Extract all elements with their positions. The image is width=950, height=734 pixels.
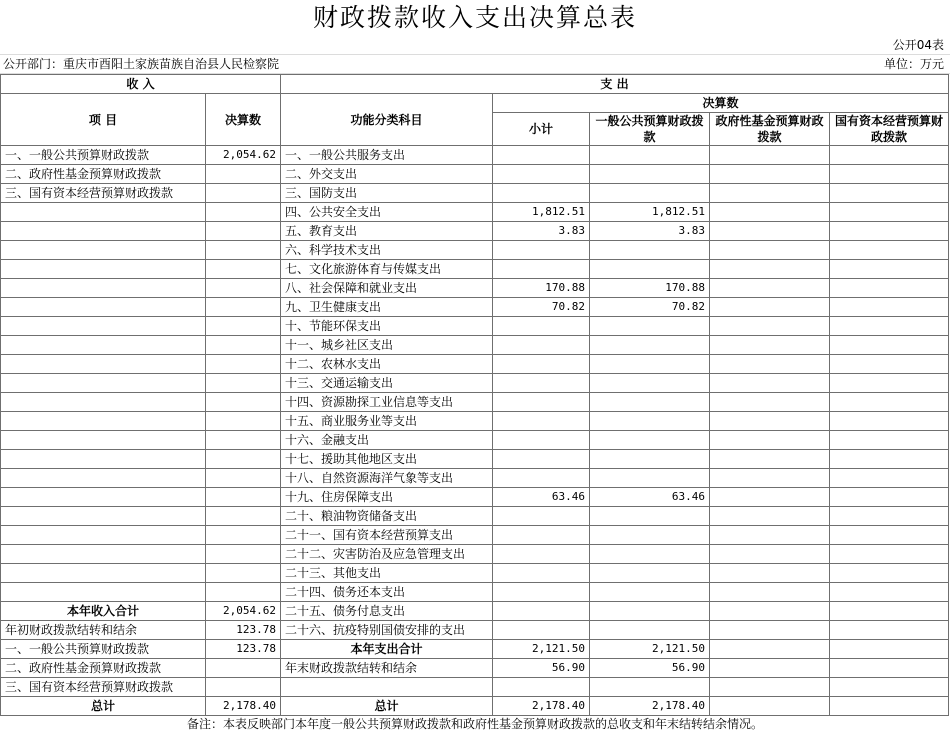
general-budget-cell — [590, 469, 710, 488]
income-item-cell — [1, 507, 206, 526]
general-budget-cell — [590, 507, 710, 526]
sheet-meta — [0, 36, 950, 74]
table-row — [1, 279, 949, 298]
state-capital-cell — [830, 393, 949, 412]
general-budget-cell — [590, 393, 710, 412]
expenditure-item-cell: 本年支出合计 — [281, 640, 493, 659]
income-amount-cell — [206, 583, 281, 602]
form-code: 公开04表 — [892, 38, 944, 52]
subtotal-cell: 170.88 — [493, 279, 590, 298]
table-row — [1, 659, 949, 678]
income-item-cell — [1, 393, 206, 412]
table-row — [1, 602, 949, 621]
table-row — [1, 697, 949, 716]
expenditure-item-cell: 七、文化旅游体育与传媒支出 — [281, 260, 493, 279]
expenditure-item-cell: 二十三、其他支出 — [281, 564, 493, 583]
expenditure-item-cell: 十五、商业服务业等支出 — [281, 412, 493, 431]
income-amount-cell: 2,054.62 — [206, 602, 281, 621]
income-item-cell: 三、国有资本经营预算财政拨款 — [1, 678, 206, 697]
income-amount-cell — [206, 450, 281, 469]
table-row — [1, 678, 949, 697]
general-budget-cell: 2,121.50 — [590, 640, 710, 659]
income-amount-cell — [206, 317, 281, 336]
expenditure-item-cell: 十三、交通运输支出 — [281, 374, 493, 393]
expenditure-item-cell — [281, 678, 493, 697]
general-budget-cell — [590, 336, 710, 355]
general-budget-cell — [590, 184, 710, 203]
state-capital-cell — [830, 564, 949, 583]
state-capital-cell — [830, 165, 949, 184]
report-title: 财政拨款收入支出决算总表 — [312, 3, 637, 32]
income-item-cell: 一、一般公共预算财政拨款 — [1, 146, 206, 165]
state-capital-cell — [830, 203, 949, 222]
income-item-cell — [1, 545, 206, 564]
state-capital-cell — [830, 184, 949, 203]
subtotal-cell — [493, 146, 590, 165]
state-capital-cell — [830, 621, 949, 640]
gov-fund-cell — [710, 545, 830, 564]
gov-fund-cell — [710, 431, 830, 450]
subtotal-cell — [493, 317, 590, 336]
general-budget-cell — [590, 450, 710, 469]
subtotal-cell — [493, 507, 590, 526]
general-budget-cell — [590, 374, 710, 393]
table-row — [1, 203, 949, 222]
income-item-cell — [1, 412, 206, 431]
subtotal-cell — [493, 564, 590, 583]
state-capital-cell — [830, 450, 949, 469]
final-amount-group-header: 决算数 — [493, 94, 949, 113]
general-budget-cell — [590, 526, 710, 545]
gov-fund-cell — [710, 241, 830, 260]
income-amount-cell — [206, 336, 281, 355]
general-budget-cell — [590, 678, 710, 697]
general-budget-cell: 1,812.51 — [590, 203, 710, 222]
gov-fund-cell — [710, 564, 830, 583]
subtotal-cell — [493, 374, 590, 393]
state-capital-cell — [830, 298, 949, 317]
income-amount-cell — [206, 412, 281, 431]
subtotal-cell: 2,178.40 — [493, 697, 590, 716]
gov-fund-cell — [710, 507, 830, 526]
gov-fund-cell — [710, 184, 830, 203]
gov-fund-header: 政府性基金预算财政拨款 — [710, 113, 830, 146]
gov-fund-cell — [710, 374, 830, 393]
state-capital-cell — [830, 469, 949, 488]
table-row — [1, 146, 949, 165]
income-item-cell — [1, 317, 206, 336]
income-amount-cell: 123.78 — [206, 621, 281, 640]
subtotal-cell — [493, 469, 590, 488]
general-budget-cell — [590, 545, 710, 564]
state-capital-header: 国有资本经营预算财政拨款 — [830, 113, 949, 146]
table-row — [1, 260, 949, 279]
income-item-cell — [1, 431, 206, 450]
income-item-cell — [1, 564, 206, 583]
income-item-cell — [1, 583, 206, 602]
income-item-cell — [1, 374, 206, 393]
table-row — [1, 621, 949, 640]
income-amount-cell — [206, 507, 281, 526]
table-row — [1, 184, 949, 203]
expenditure-item-cell: 十一、城乡社区支出 — [281, 336, 493, 355]
table-row — [1, 222, 949, 241]
expenditure-item-cell: 十八、自然资源海洋气象等支出 — [281, 469, 493, 488]
income-item-cell — [1, 336, 206, 355]
income-amount-cell — [206, 260, 281, 279]
subtotal-cell — [493, 393, 590, 412]
subtotal-cell: 3.83 — [493, 222, 590, 241]
expenditure-item-cell: 总计 — [281, 697, 493, 716]
subtotal-cell — [493, 241, 590, 260]
gov-fund-cell — [710, 279, 830, 298]
income-item-cell — [1, 222, 206, 241]
general-budget-cell — [590, 260, 710, 279]
subtotal-cell: 56.90 — [493, 659, 590, 678]
income-amount-cell: 2,054.62 — [206, 146, 281, 165]
subtotal-cell — [493, 260, 590, 279]
income-amount-cell — [206, 203, 281, 222]
expenditure-item-cell: 十四、资源勘探工业信息等支出 — [281, 393, 493, 412]
income-item-cell: 本年收入合计 — [1, 602, 206, 621]
subtotal-cell — [493, 621, 590, 640]
subtotal-cell — [493, 526, 590, 545]
income-item-cell — [1, 526, 206, 545]
footnote: 备注：本表反映部门本年度一般公共预算财政拨款和政府性基金预算财政拨款的总收支和年末结转结余情况。 — [186, 717, 763, 731]
income-amount-cell — [206, 374, 281, 393]
state-capital-cell — [830, 260, 949, 279]
table-row — [1, 507, 949, 526]
income-amount-cell — [206, 222, 281, 241]
expenditure-item-cell: 九、卫生健康支出 — [281, 298, 493, 317]
subtotal-cell: 63.46 — [493, 488, 590, 507]
subtotal-cell — [493, 431, 590, 450]
expenditure-item-cell: 十二、农林水支出 — [281, 355, 493, 374]
expenditure-item-cell: 十七、援助其他地区支出 — [281, 450, 493, 469]
gov-fund-cell — [710, 602, 830, 621]
general-budget-cell: 63.46 — [590, 488, 710, 507]
expenditure-item-cell: 六、科学技术支出 — [281, 241, 493, 260]
table-row — [1, 640, 949, 659]
expenditure-header: 支 出 — [281, 75, 949, 94]
gov-fund-cell — [710, 583, 830, 602]
final-amount-header: 决算数 — [206, 94, 281, 146]
subtotal-cell — [493, 165, 590, 184]
state-capital-cell — [830, 336, 949, 355]
income-amount-cell — [206, 393, 281, 412]
state-capital-cell — [830, 545, 949, 564]
expenditure-item-cell: 年末财政拨款结转和结余 — [281, 659, 493, 678]
income-amount-cell — [206, 165, 281, 184]
general-budget-cell: 56.90 — [590, 659, 710, 678]
subtotal-cell — [493, 412, 590, 431]
general-budget-cell: 2,178.40 — [590, 697, 710, 716]
income-amount-cell — [206, 431, 281, 450]
subtotal-cell — [493, 184, 590, 203]
gov-fund-cell — [710, 469, 830, 488]
state-capital-cell — [830, 279, 949, 298]
table-row — [1, 412, 949, 431]
income-item-cell: 二、政府性基金预算财政拨款 — [1, 659, 206, 678]
general-budget-cell — [590, 431, 710, 450]
subtotal-cell: 1,812.51 — [493, 203, 590, 222]
state-capital-cell — [830, 374, 949, 393]
expenditure-item-cell: 二十四、债务还本支出 — [281, 583, 493, 602]
state-capital-cell — [830, 241, 949, 260]
general-budget-cell: 170.88 — [590, 279, 710, 298]
subtotal-cell — [493, 450, 590, 469]
income-amount-cell — [206, 298, 281, 317]
income-amount-cell — [206, 469, 281, 488]
income-item-cell: 年初财政拨款结转和结余 — [1, 621, 206, 640]
general-budget-cell — [590, 564, 710, 583]
table-row — [1, 393, 949, 412]
department-row — [0, 55, 950, 74]
expenditure-item-cell: 十六、金融支出 — [281, 431, 493, 450]
gov-fund-cell — [710, 659, 830, 678]
expenditure-item-cell: 二十一、国有资本经营预算支出 — [281, 526, 493, 545]
state-capital-cell — [830, 222, 949, 241]
table-row — [1, 355, 949, 374]
gov-fund-cell — [710, 621, 830, 640]
gov-fund-cell — [710, 697, 830, 716]
income-item-cell — [1, 469, 206, 488]
gov-fund-cell — [710, 165, 830, 184]
gov-fund-cell — [710, 222, 830, 241]
table-row — [1, 298, 949, 317]
gov-fund-cell — [710, 412, 830, 431]
state-capital-cell — [830, 431, 949, 450]
table-row — [1, 241, 949, 260]
subtotal-header: 小计 — [493, 113, 590, 146]
expenditure-item-cell: 二十六、抗疫特别国债安排的支出 — [281, 621, 493, 640]
state-capital-cell — [830, 602, 949, 621]
general-budget-cell — [590, 602, 710, 621]
table-row — [1, 165, 949, 184]
income-amount-cell — [206, 241, 281, 260]
expenditure-item-cell: 四、公共安全支出 — [281, 203, 493, 222]
income-item-cell: 二、政府性基金预算财政拨款 — [1, 165, 206, 184]
gov-fund-cell — [710, 355, 830, 374]
subtotal-cell: 70.82 — [493, 298, 590, 317]
state-capital-cell — [830, 355, 949, 374]
income-amount-cell — [206, 355, 281, 374]
income-amount-cell — [206, 279, 281, 298]
state-capital-cell — [830, 583, 949, 602]
income-item-cell — [1, 488, 206, 507]
income-item-cell: 三、国有资本经营预算财政拨款 — [1, 184, 206, 203]
gov-fund-cell — [710, 298, 830, 317]
subtotal-cell — [493, 602, 590, 621]
general-budget-cell — [590, 165, 710, 184]
gov-fund-cell — [710, 393, 830, 412]
table-row — [1, 583, 949, 602]
table-row — [1, 431, 949, 450]
general-budget-cell: 70.82 — [590, 298, 710, 317]
income-amount-cell — [206, 526, 281, 545]
unit-label: 单位：万元 — [883, 57, 944, 71]
budget-table — [0, 74, 949, 716]
expenditure-item-cell: 二十五、债务付息支出 — [281, 602, 493, 621]
state-capital-cell — [830, 659, 949, 678]
expenditure-item-cell: 一、一般公共服务支出 — [281, 146, 493, 165]
state-capital-cell — [830, 507, 949, 526]
state-capital-cell — [830, 488, 949, 507]
state-capital-cell — [830, 678, 949, 697]
table-row — [1, 450, 949, 469]
subtotal-cell — [493, 545, 590, 564]
expenditure-item-cell: 八、社会保障和就业支出 — [281, 279, 493, 298]
income-header: 收 入 — [1, 75, 281, 94]
income-item-cell — [1, 450, 206, 469]
expenditure-item-cell: 二十二、灾害防治及应急管理支出 — [281, 545, 493, 564]
subtotal-cell — [493, 355, 590, 374]
income-item-cell — [1, 260, 206, 279]
general-budget-cell — [590, 621, 710, 640]
income-amount-cell — [206, 488, 281, 507]
gov-fund-cell — [710, 526, 830, 545]
income-amount-cell — [206, 564, 281, 583]
income-amount-cell — [206, 678, 281, 697]
table-row — [1, 564, 949, 583]
income-item-cell — [1, 203, 206, 222]
income-amount-cell: 123.78 — [206, 640, 281, 659]
table-row — [1, 336, 949, 355]
subtotal-cell — [493, 583, 590, 602]
general-budget-header: 一般公共预算财政拨款 — [590, 113, 710, 146]
income-amount-cell — [206, 659, 281, 678]
gov-fund-cell — [710, 488, 830, 507]
state-capital-cell — [830, 146, 949, 165]
state-capital-cell — [830, 697, 949, 716]
income-amount-cell — [206, 184, 281, 203]
income-item-cell — [1, 241, 206, 260]
expenditure-item-cell: 十、节能环保支出 — [281, 317, 493, 336]
general-budget-cell — [590, 355, 710, 374]
income-item-cell — [1, 298, 206, 317]
expenditure-item-cell: 五、教育支出 — [281, 222, 493, 241]
income-item-cell — [1, 355, 206, 374]
table-body — [1, 146, 949, 716]
gov-fund-cell — [710, 678, 830, 697]
table-row — [1, 526, 949, 545]
general-budget-cell — [590, 583, 710, 602]
gov-fund-cell — [710, 317, 830, 336]
state-capital-cell — [830, 526, 949, 545]
general-budget-cell — [590, 317, 710, 336]
table-row — [1, 317, 949, 336]
state-capital-cell — [830, 412, 949, 431]
state-capital-cell — [830, 317, 949, 336]
subtotal-cell: 2,121.50 — [493, 640, 590, 659]
general-budget-cell — [590, 241, 710, 260]
income-amount-cell — [206, 545, 281, 564]
subtotal-cell — [493, 336, 590, 355]
gov-fund-cell — [710, 260, 830, 279]
income-item-cell: 一、一般公共预算财政拨款 — [1, 640, 206, 659]
general-budget-cell — [590, 146, 710, 165]
gov-fund-cell — [710, 450, 830, 469]
expenditure-item-cell: 二、外交支出 — [281, 165, 493, 184]
general-budget-cell — [590, 412, 710, 431]
table-row — [1, 545, 949, 564]
table-row — [1, 469, 949, 488]
general-budget-cell: 3.83 — [590, 222, 710, 241]
expenditure-item-cell: 十九、住房保障支出 — [281, 488, 493, 507]
gov-fund-cell — [710, 336, 830, 355]
income-item-cell — [1, 279, 206, 298]
item-header: 项 目 — [1, 94, 206, 146]
table-row — [1, 374, 949, 393]
department-label: 公开部门：重庆市酉阳土家族苗族自治县人民检察院 — [3, 57, 280, 71]
function-category-header: 功能分类科目 — [281, 94, 493, 146]
expenditure-item-cell: 三、国防支出 — [281, 184, 493, 203]
gov-fund-cell — [710, 203, 830, 222]
form-code-row — [0, 36, 950, 55]
table-row — [1, 488, 949, 507]
gov-fund-cell — [710, 146, 830, 165]
state-capital-cell — [830, 640, 949, 659]
income-item-cell: 总计 — [1, 697, 206, 716]
income-amount-cell: 2,178.40 — [206, 697, 281, 716]
expenditure-item-cell: 二十、粮油物资储备支出 — [281, 507, 493, 526]
gov-fund-cell — [710, 640, 830, 659]
subtotal-cell — [493, 678, 590, 697]
